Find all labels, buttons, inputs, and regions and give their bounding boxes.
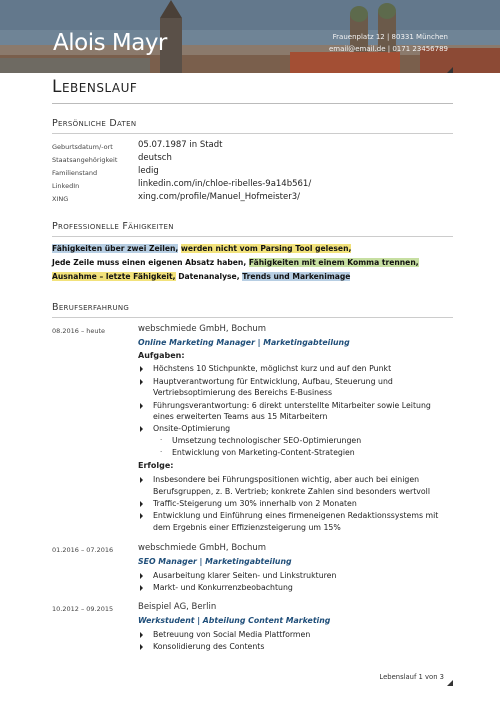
label-xing: XING: [52, 195, 69, 203]
task-item: Betreuung von Social Media Plattformen: [153, 630, 311, 639]
results-label: Erfolge:: [138, 461, 174, 470]
value-marital: ledig: [138, 166, 159, 176]
skill-item: Datenanalyse,: [178, 272, 240, 281]
job-company: webschmiede GmbH, Bochum: [138, 543, 267, 553]
task-item: Konsolidierung des Contents: [153, 642, 265, 651]
task-item: Hauptverantwortung für Entwicklung, Aufbau, Steuerung und: [153, 377, 393, 386]
task-item: Onsite-Optimierung: [153, 424, 231, 433]
title-divider: [52, 103, 453, 104]
bullet-icon: [140, 644, 143, 650]
task-item: Führungsverantwortung: 6 direkt unterstellte Mitarbeiter sowie Leitung: [153, 401, 431, 410]
bullet-icon: [140, 573, 143, 579]
value-linkedin[interactable]: linkedin.com/in/chloe-ribelles-9a14b561/: [138, 179, 312, 189]
skills-block: [52, 242, 452, 284]
sub-task-item: Entwicklung von Marketing-Content-Strategien: [172, 448, 355, 457]
section-divider: [52, 317, 453, 318]
label-birth: Geburtsdatum/-ort: [52, 143, 113, 151]
bullet-icon: [140, 366, 143, 372]
job-company: Beispiel AG, Berlin: [138, 602, 217, 612]
bullet-icon: [140, 513, 143, 519]
label-marital: Familienstand: [52, 169, 98, 177]
job-date: 01.2016 – 07.2016: [52, 546, 114, 554]
job-date: 10.2012 – 09.2015: [52, 605, 114, 613]
bullet-icon: [140, 585, 143, 591]
bullet-icon: [140, 426, 143, 432]
result-item: Insbesondere bei Führungspositionen wichtig, aber auch bei einigen: [153, 475, 420, 484]
corner-triangle-icon: [447, 680, 453, 686]
skill-item: Ausnahme – letzte Fähigkeit,: [52, 272, 176, 281]
skill-item: Jede Zeile muss einen eigenen Absatz haben,: [52, 258, 247, 267]
email-phone: email@email.de | 0171 23456789: [328, 45, 448, 53]
job-role: Werkstudent | Abteilung Content Marketing: [138, 616, 331, 625]
result-item-cont: dem Ergebnis einer Effizienzsteigerung um 15%: [153, 523, 341, 532]
header-banner: [0, 0, 500, 73]
bullet-icon: [140, 477, 143, 483]
dash-icon: ·: [160, 436, 163, 444]
dash-icon: ·: [160, 448, 163, 456]
skill-item: Fähigkeiten mit einem Komma trennen,: [248, 258, 419, 267]
skill-item: Trends und Markenimage: [242, 272, 351, 281]
job-role: Online Marketing Manager | Marketingabteilung: [138, 338, 350, 347]
value-birth: 05.07.1987 in Stadt: [138, 140, 223, 150]
result-item: Entwicklung und Einführung eines firmeneigenen Redaktionssystems mit: [153, 511, 439, 520]
task-item: Ausarbeitung klarer Seiten- und Linkstrukturen: [153, 571, 337, 580]
sub-task-item: Umsetzung technologischer SEO-Optimierungen: [172, 436, 362, 445]
page-title: Lebenslauf: [52, 77, 138, 97]
label-nationality: Staatsangehörigkeit: [52, 156, 118, 164]
value-nationality: deutsch: [138, 153, 172, 163]
corner-triangle-icon: [447, 67, 453, 73]
section-heading-personal: Persönliche Daten: [52, 118, 137, 129]
label-linkedin: LinkedIn: [52, 182, 80, 190]
section-heading-skills: Professionelle Fähigkeiten: [52, 221, 174, 232]
applicant-name: Alois Mayr: [53, 30, 167, 56]
task-item-cont: Vertriebsoptimierung des Bereichs E-Business: [153, 388, 333, 397]
address: Frauenplatz 12 | 80331 München: [332, 33, 448, 41]
bullet-icon: [140, 632, 143, 638]
task-item-cont: eines erweiterten Teams aus 15 Mitarbeitern: [153, 412, 328, 421]
task-item: Höchstens 10 Stichpunkte, möglichst kurz und auf den Punkt: [153, 364, 392, 373]
job-company: webschmiede GmbH, Bochum: [138, 324, 267, 334]
job-role: SEO Manager | Marketingabteilung: [138, 557, 292, 566]
value-xing[interactable]: xing.com/profile/Manuel_Hofmeister3/: [138, 192, 300, 202]
tasks-label: Aufgaben:: [138, 351, 185, 360]
bullet-icon: [140, 501, 143, 507]
section-divider: [52, 236, 453, 237]
bullet-icon: [140, 379, 143, 385]
job-date: 08.2016 – heute: [52, 327, 106, 335]
result-item-cont: Berufsgruppen, z. B. Vertrieb; konkrete Zahlen sind besonders wertvoll: [153, 487, 430, 496]
skill-item: werden nicht vom Parsing Tool gelesen,: [180, 244, 352, 253]
bullet-icon: [140, 403, 143, 409]
contact-info: [329, 31, 448, 55]
skill-item: Fähigkeiten über zwei Zeilen,: [52, 244, 179, 253]
section-heading-experience: Berufserfahrung: [52, 302, 130, 313]
result-item: Traffic-Steigerung um 30% innerhalb von 2 Monaten: [153, 499, 357, 508]
page-footer: Lebenslauf 1 von 3: [379, 673, 444, 681]
task-item: Markt- und Konkurrenzbeobachtung: [153, 583, 293, 592]
section-divider: [52, 133, 453, 134]
